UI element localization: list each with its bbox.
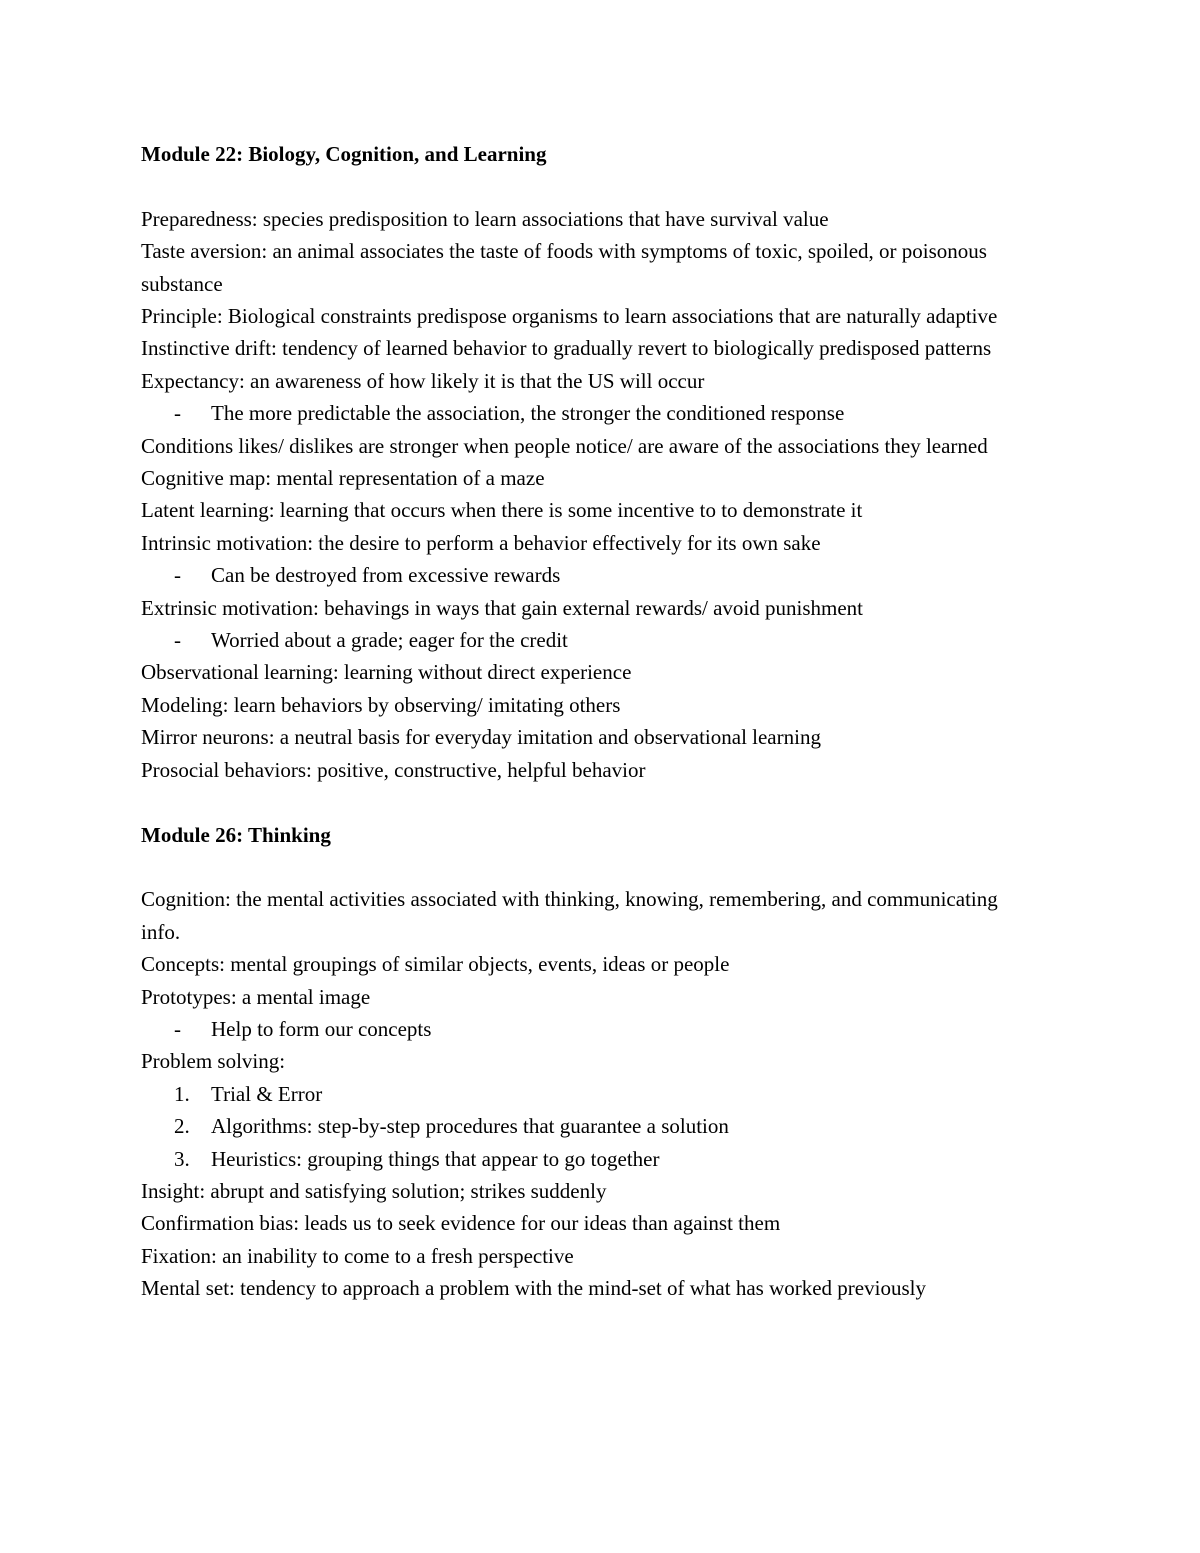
numbered-item [141, 1078, 1041, 1110]
module-22-heading: Module 22: Biology, Cognition, and Learning [141, 142, 547, 166]
number-marker: 1. [174, 1081, 190, 1106]
definition-principle: Principle: Biological constraints predispose organisms to learn associations that are naturally adaptive [141, 304, 998, 329]
bullet-text: Can be destroyed from excessive rewards [211, 563, 561, 588]
definition-taste-aversion: Taste aversion: an animal associates the taste of foods with symptoms of toxic, spoiled, or poisonous substance [141, 239, 987, 296]
blank-line [141, 851, 1041, 883]
document-page [141, 138, 1041, 1305]
bullet-item [141, 1013, 1041, 1045]
module-26-heading: Module 26: Thinking [141, 822, 331, 847]
bullet-text: Worried about a grade; eager for the credit [211, 628, 568, 653]
numbered-item [141, 1143, 1041, 1175]
bullet-text: The more predictable the association, the stronger the conditioned response [211, 401, 845, 426]
definition-concepts: Concepts: mental groupings of similar objects, events, ideas or people [141, 952, 730, 977]
definition-cognition: Cognition: the mental activities associated with thinking, knowing, remembering, and communicating info. [141, 887, 998, 944]
dash-marker: - [174, 401, 181, 426]
definition-mental-set: Mental set: tendency to approach a problem with the mind-set of what has worked previously [141, 1276, 926, 1301]
bullet-item [141, 397, 1041, 429]
numbered-text: Heuristics: grouping things that appear to go together [211, 1146, 660, 1171]
definition-conditions: Conditions likes/ dislikes are stronger when people notice/ are aware of the associations they learned [141, 433, 988, 458]
definition-expectancy: Expectancy: an awareness of how likely it is that the US will occur [141, 368, 705, 393]
definition-modeling: Modeling: learn behaviors by observing/ imitating others [141, 692, 621, 717]
dash-marker: - [174, 1016, 181, 1041]
dash-marker: - [174, 628, 181, 653]
number-marker: 3. [174, 1146, 190, 1171]
numbered-item [141, 1110, 1041, 1142]
definition-cognitive-map: Cognitive map: mental representation of a maze [141, 466, 545, 491]
definition-confirmation-bias: Confirmation bias: leads us to seek evidence for our ideas than against them [141, 1211, 781, 1236]
bullet-item [141, 624, 1041, 656]
blank-line [141, 170, 1041, 202]
definition-fixation: Fixation: an inability to come to a fresh perspective [141, 1243, 574, 1268]
definition-intrinsic-motivation: Intrinsic motivation: the desire to perform a behavior effectively for its own sake [141, 530, 821, 555]
dash-marker: - [174, 563, 181, 588]
definition-prosocial-behaviors: Prosocial behaviors: positive, constructive, helpful behavior [141, 757, 646, 782]
bullet-text: Help to form our concepts [211, 1016, 432, 1041]
number-marker: 2. [174, 1114, 190, 1139]
numbered-text: Algorithms: step-by-step procedures that guarantee a solution [211, 1114, 729, 1139]
definition-instinctive-drift: Instinctive drift: tendency of learned behavior to gradually revert to biologically predisposed patterns [141, 336, 992, 361]
blank-line [141, 786, 1041, 818]
definition-preparedness: Preparedness: species predisposition to learn associations that have survival value [141, 206, 829, 231]
definition-mirror-neurons: Mirror neurons: a neutral basis for everyday imitation and observational learning [141, 725, 821, 750]
bullet-item [141, 559, 1041, 591]
definition-extrinsic-motivation: Extrinsic motivation: behavings in ways that gain external rewards/ avoid punishment [141, 595, 864, 620]
definition-latent-learning: Latent learning: learning that occurs when there is some incentive to to demonstrate it [141, 498, 863, 523]
definition-observational-learning: Observational learning: learning without direct experience [141, 660, 632, 685]
definition-insight: Insight: abrupt and satisfying solution; strikes suddenly [141, 1178, 607, 1203]
definition-prototypes: Prototypes: a mental image [141, 984, 371, 1009]
definition-problem-solving: Problem solving: [141, 1049, 286, 1074]
numbered-text: Trial & Error [211, 1081, 323, 1106]
